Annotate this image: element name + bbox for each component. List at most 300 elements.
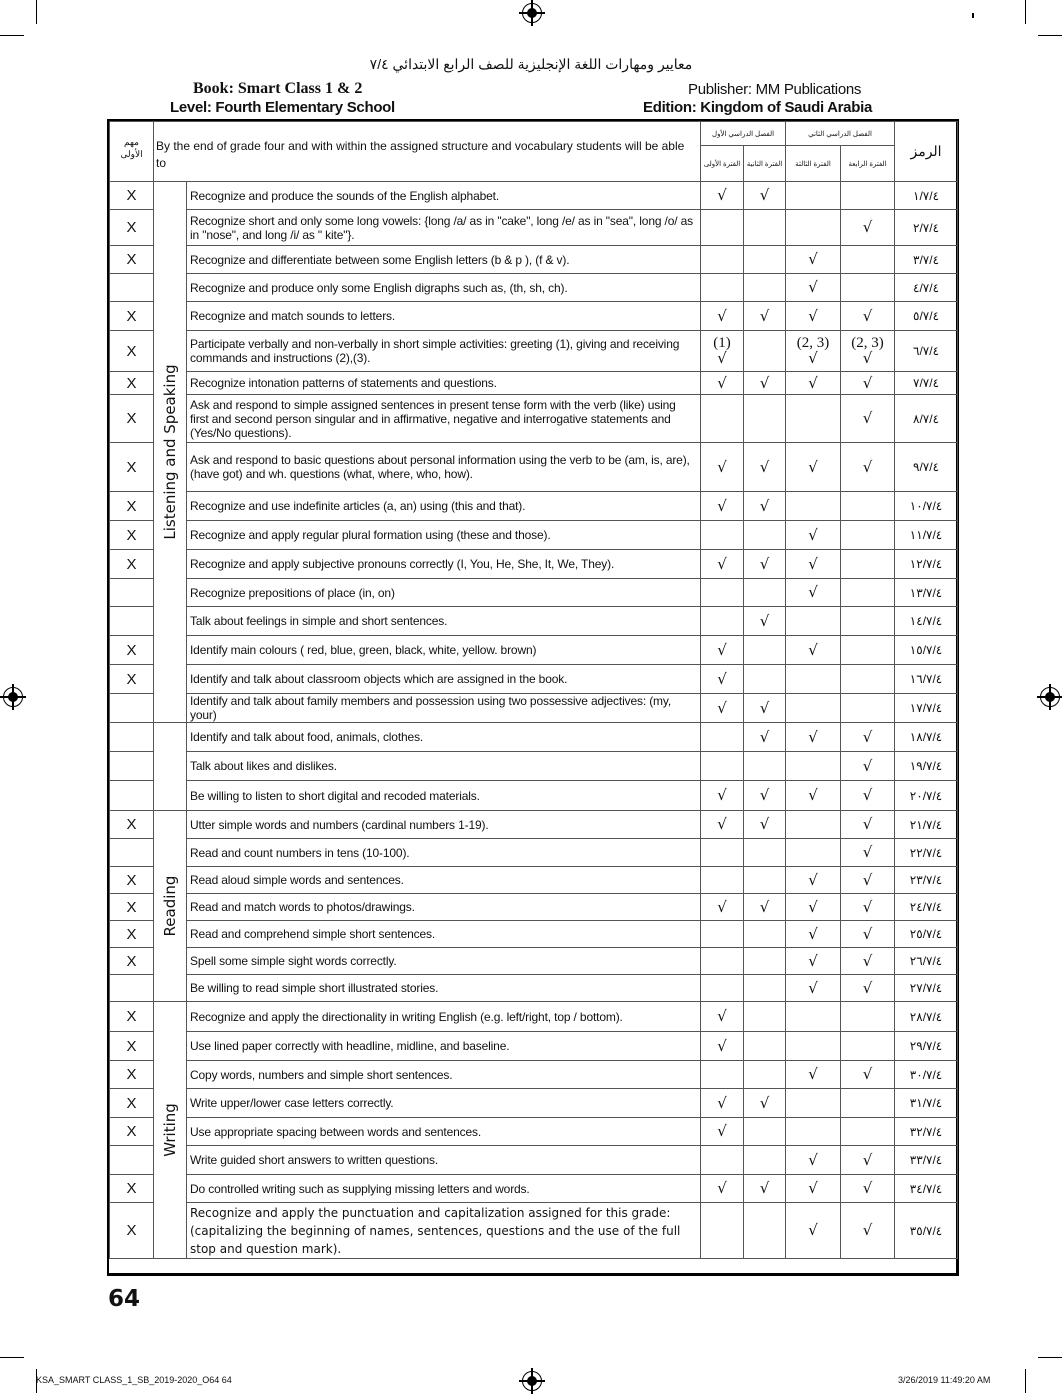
priority-mark [110, 723, 154, 752]
table-row [110, 274, 958, 302]
table-row [110, 579, 958, 607]
table-row [110, 723, 958, 752]
term2-check [744, 302, 786, 331]
objective-text: Use appropriate spacing between words and sentences. [187, 1118, 701, 1146]
term1-check [701, 550, 744, 579]
check-mark: √ [862, 457, 873, 476]
standards-table [109, 121, 958, 1259]
standard-code: ١٨/٧/٤ [895, 723, 958, 752]
term1-check [701, 694, 744, 723]
standard-code: ١٩/٧/٤ [895, 752, 958, 781]
term2-check [744, 867, 786, 894]
objective-text: Copy words, numbers and simple short sentences. [187, 1061, 701, 1089]
term4-check [841, 921, 895, 948]
objective-text: Utter simple words and numbers (cardinal numbers 1-19). [187, 811, 701, 839]
objective-text: Participate verbally and non-verbally in short simple activities: greeting (1), giving and receiving commands and instructions (2),(3). [187, 331, 701, 372]
term1-check [701, 1002, 744, 1032]
term2-check [744, 1146, 786, 1175]
table-row [110, 492, 958, 521]
crop-mark [1025, 0, 1026, 24]
standard-code: ١٠/٧/٤ [895, 492, 958, 521]
check-mark: √ [862, 870, 873, 889]
objective-text: Identify main colours ( red, blue, green, black, white, yellow. brown) [187, 636, 701, 665]
term3-check [786, 274, 841, 302]
standard-code: ٣/٧/٤ [895, 246, 958, 274]
term1-check [701, 752, 744, 781]
crop-mark [972, 13, 974, 18]
priority-mark: X [110, 492, 154, 521]
term1-check [701, 607, 744, 636]
check-mark: √ [862, 1150, 873, 1169]
check-mark: √ [862, 924, 873, 943]
priority-mark: X [110, 246, 154, 274]
objective-text: Identify and talk about family members and possession using two possessive adjectives: (my, your) [187, 694, 701, 723]
standard-code: ٣١/٧/٤ [895, 1089, 958, 1118]
term2-check [744, 395, 786, 443]
standard-code: ٦/٧/٤ [895, 331, 958, 372]
term3-check [786, 752, 841, 781]
term2-check [744, 694, 786, 723]
standard-code: ٤/٧/٤ [895, 274, 958, 302]
check-mark: √ [759, 373, 770, 392]
check-mark: √ [759, 611, 770, 630]
term1-check [701, 372, 744, 395]
term1-check [701, 302, 744, 331]
priority-mark: X [110, 182, 154, 210]
check-mark: √ [759, 496, 770, 515]
term4-check [841, 811, 895, 839]
table-row [110, 246, 958, 274]
term4-check [841, 894, 895, 921]
objective-text: Recognize short and only some long vowels: {long /a/ as in "cake", long /e/ as in "sea", long /o/ as in "nose", and long /i/ as " kite"}. [187, 210, 701, 246]
check-mark: √ [717, 496, 727, 515]
term4-check [841, 752, 895, 781]
term2-check [744, 665, 786, 694]
standard-code: ٢٦/٧/٤ [895, 948, 958, 975]
term4-check [841, 1175, 895, 1203]
term3-header: الفترة الثالثة [786, 146, 841, 182]
check-mark: √ [717, 786, 727, 804]
registration-mark-icon [522, 1371, 542, 1391]
check-mark: √ [862, 306, 873, 325]
term4-header: الفترة الرابعة [841, 146, 895, 182]
term2-check [744, 274, 786, 302]
term4-check [841, 694, 895, 723]
term-note: (2, 3) [796, 335, 830, 351]
priority-mark: X [110, 921, 154, 948]
table-row [110, 1118, 958, 1146]
term2-check [744, 975, 786, 1002]
term4-check [841, 331, 895, 372]
term4-check [841, 636, 895, 665]
table-row [110, 1175, 958, 1203]
term1-check [701, 1146, 744, 1175]
term3-check [786, 1175, 841, 1203]
table-row [110, 1061, 958, 1089]
skill-label: Writing [161, 1103, 179, 1157]
objective-text: Be willing to listen to short digital and recoded materials. [187, 781, 701, 811]
publisher-label: Publisher: MM Publications [688, 81, 862, 98]
standard-code: ٩/٧/٤ [895, 443, 958, 492]
term2-check [744, 1089, 786, 1118]
table-row [110, 948, 958, 975]
term4-check [841, 1118, 895, 1146]
standard-code: ١٥/٧/٤ [895, 636, 958, 665]
table-row [110, 694, 958, 723]
term2-check [744, 182, 786, 210]
term2-check [744, 579, 786, 607]
table-row [110, 1146, 958, 1175]
objective-text: Talk about feelings in simple and short sentences. [187, 607, 701, 636]
check-mark: √ [808, 1221, 818, 1239]
priority-mark: X [110, 1118, 154, 1146]
term3-check [786, 781, 841, 811]
term2-check [744, 723, 786, 752]
term1-check [701, 636, 744, 665]
priority-header-line1: مهم [124, 137, 139, 147]
priority-mark: X [110, 1032, 154, 1061]
term2-check [744, 1032, 786, 1061]
standard-code: ١٤/٧/٤ [895, 607, 958, 636]
term2-check [744, 210, 786, 246]
check-mark: √ [717, 306, 727, 325]
check-mark: √ [808, 554, 818, 573]
standard-code: ٢٢/٧/٤ [895, 839, 958, 867]
term2-check [744, 607, 786, 636]
term1-check [701, 975, 744, 1002]
term3-check [786, 246, 841, 274]
priority-mark [110, 274, 154, 302]
standard-code: ٣٥/٧/٤ [895, 1203, 958, 1259]
check-mark: √ [862, 815, 873, 833]
standard-code: ٧/٧/٤ [895, 372, 958, 395]
check-mark: √ [717, 554, 727, 573]
priority-mark: X [110, 1089, 154, 1118]
priority-mark: X [110, 210, 154, 246]
term4-check [841, 210, 895, 246]
term1-header: الفترة الأولى [701, 146, 744, 182]
term1-check [701, 395, 744, 443]
standard-code: ١١/٧/٤ [895, 521, 958, 550]
table-row [110, 331, 958, 372]
table-body [110, 182, 958, 1259]
check-mark: √ [717, 1093, 727, 1112]
registration-mark-icon [522, 3, 542, 23]
table-row [110, 811, 958, 839]
standard-code: ٢٧/٧/٤ [895, 975, 958, 1002]
term4-check [841, 1002, 895, 1032]
check-mark: √ [759, 786, 770, 804]
term4-check [841, 948, 895, 975]
term3-check [786, 921, 841, 948]
term4-check [841, 975, 895, 1002]
check-mark: √ [808, 1065, 818, 1083]
footer-date: 3/26/2019 11:49:20 AM [898, 1375, 991, 1385]
crop-mark [1025, 1369, 1026, 1393]
check-mark: √ [759, 1179, 770, 1197]
priority-mark [110, 579, 154, 607]
term2-check [744, 921, 786, 948]
standard-code: ٥/٧/٤ [895, 302, 958, 331]
term2-check [744, 1203, 786, 1259]
priority-mark: X [110, 1061, 154, 1089]
term1-check [701, 1175, 744, 1203]
term-note: (1) [713, 335, 731, 351]
check-mark: √ [862, 349, 873, 367]
objective-text: Read and count numbers in tens (10-100). [187, 839, 701, 867]
term1-check [701, 781, 744, 811]
term4-check [841, 1089, 895, 1118]
check-mark: √ [808, 870, 818, 889]
term4-check [841, 550, 895, 579]
check-mark: √ [808, 978, 818, 997]
term1-check [701, 1118, 744, 1146]
table-row [110, 752, 958, 781]
table-row [110, 1032, 958, 1061]
term2-check [744, 521, 786, 550]
check-mark: √ [862, 978, 873, 997]
term1-check [701, 665, 744, 694]
check-mark: √ [808, 583, 818, 601]
term2-check [744, 752, 786, 781]
standard-code: ٣٣/٧/٤ [895, 1146, 958, 1175]
check-mark: √ [862, 897, 873, 916]
objective-text: Recognize and produce the sounds of the English alphabet. [187, 182, 701, 210]
priority-mark: X [110, 894, 154, 921]
term4-check [841, 1032, 895, 1061]
objective-text: Recognize and apply the directionality in writing English (e.g. left/right, top / bottom). [187, 1002, 701, 1032]
term4-check [841, 395, 895, 443]
check-mark: √ [717, 815, 727, 833]
priority-mark [110, 607, 154, 636]
book-label: Book: Smart Class 1 & 2 [193, 80, 363, 97]
check-mark: √ [759, 457, 770, 476]
term3-check [786, 579, 841, 607]
term3-check [786, 867, 841, 894]
table-row [110, 1089, 958, 1118]
check-mark: √ [717, 457, 727, 476]
term4-check [841, 579, 895, 607]
term3-check [786, 443, 841, 492]
check-mark: √ [759, 186, 770, 204]
term3-check [786, 372, 841, 395]
check-mark: √ [717, 1036, 727, 1055]
check-mark: √ [808, 525, 818, 544]
check-mark: √ [808, 727, 818, 746]
term3-check [786, 182, 841, 210]
term2-check [744, 811, 786, 839]
term3-check [786, 839, 841, 867]
check-mark: √ [808, 924, 818, 943]
priority-mark: X [110, 372, 154, 395]
term2-check [744, 781, 786, 811]
check-mark: √ [808, 373, 818, 392]
check-mark: √ [808, 951, 818, 970]
table-row [110, 302, 958, 331]
table-row [110, 839, 958, 867]
check-mark: √ [717, 640, 727, 659]
term4-check [841, 302, 895, 331]
term4-check [841, 443, 895, 492]
term1-check [701, 1089, 744, 1118]
standard-code: ٢٩/٧/٤ [895, 1032, 958, 1061]
objective-text: Recognize and use indefinite articles (a, an) using (this and that). [187, 492, 701, 521]
priority-mark [110, 1146, 154, 1175]
term2-check [744, 1118, 786, 1146]
term1-check [701, 948, 744, 975]
term4-check [841, 521, 895, 550]
term1-check [701, 921, 744, 948]
objective-text: Recognize and produce only some English digraphs such as, (th, sh, ch). [187, 274, 701, 302]
term3-check [786, 1032, 841, 1061]
priority-mark: X [110, 550, 154, 579]
term3-check [786, 723, 841, 752]
term2-header: الفترة الثانية [744, 146, 786, 182]
registration-mark-icon [3, 687, 23, 707]
objective-text: Recognize and apply subjective pronouns correctly (I, You, He, She, It, We, They). [187, 550, 701, 579]
term3-check [786, 948, 841, 975]
table-row [110, 894, 958, 921]
priority-mark: X [110, 443, 154, 492]
term2-check [744, 492, 786, 521]
check-mark: √ [862, 843, 873, 861]
term1-check [701, 331, 744, 372]
term4-check [841, 274, 895, 302]
term3-check [786, 1002, 841, 1032]
table-row [110, 975, 958, 1002]
table-row [110, 395, 958, 443]
term1-check [701, 1061, 744, 1089]
term2-check [744, 894, 786, 921]
skill-label: Reading [161, 875, 179, 937]
table-row [110, 665, 958, 694]
term1-check [701, 182, 744, 210]
check-mark: √ [808, 640, 818, 659]
table-header-row [110, 122, 958, 146]
term1-check [701, 1203, 744, 1259]
term3-check [786, 636, 841, 665]
objective-text: Read aloud simple words and sentences. [187, 867, 701, 894]
priority-header [110, 122, 154, 182]
skill-label: Listening and Speaking [161, 364, 179, 540]
table-row [110, 182, 958, 210]
term2-check [744, 372, 786, 395]
term1-check [701, 521, 744, 550]
check-mark: √ [862, 951, 873, 970]
term3-check [786, 210, 841, 246]
arabic-title: معايير ومهارات اللغة الإنجليزية للصف الرابع الابتدائي ٧/٤ [369, 56, 693, 72]
term3-check [786, 331, 841, 372]
standard-code: ١٦/٧/٤ [895, 665, 958, 694]
check-mark: √ [808, 306, 818, 325]
term3-check [786, 975, 841, 1002]
objective-text: Use lined paper correctly with headline, midline, and baseline. [187, 1032, 701, 1061]
crop-mark [1038, 1357, 1062, 1358]
standard-code: ٢٠/٧/٤ [895, 781, 958, 811]
term1-check [701, 246, 744, 274]
priority-mark: X [110, 395, 154, 443]
table-row [110, 443, 958, 492]
standard-code: ٢٥/٧/٤ [895, 921, 958, 948]
table-row [110, 372, 958, 395]
standard-code: ٣٤/٧/٤ [895, 1175, 958, 1203]
standard-code: ٢/٧/٤ [895, 210, 958, 246]
term4-check [841, 723, 895, 752]
term4-check [841, 665, 895, 694]
priority-mark [110, 975, 154, 1002]
check-mark: √ [759, 1093, 770, 1112]
check-mark: √ [862, 218, 873, 236]
term2-check [744, 550, 786, 579]
term3-check [786, 550, 841, 579]
skill-cell [154, 723, 187, 811]
check-mark: √ [759, 815, 770, 833]
objective-text: Identify and talk about classroom objects which are assigned in the book. [187, 665, 701, 694]
term3-check [786, 665, 841, 694]
term1-check [701, 579, 744, 607]
priority-mark [110, 694, 154, 723]
standard-code: ١٢/٧/٤ [895, 550, 958, 579]
table-row [110, 781, 958, 811]
crop-mark [0, 35, 24, 36]
term2-check [744, 246, 786, 274]
objective-text: Write upper/lower case letters correctly. [187, 1089, 701, 1118]
standard-code: ٣٠/٧/٤ [895, 1061, 958, 1089]
term2-check [744, 1175, 786, 1203]
term3-check [786, 1089, 841, 1118]
term1-check [701, 210, 744, 246]
term3-check [786, 694, 841, 723]
check-mark: √ [862, 786, 873, 804]
term3-check [786, 302, 841, 331]
table-row [110, 921, 958, 948]
check-mark: √ [862, 1221, 873, 1239]
priority-mark [110, 781, 154, 811]
standard-code: ١٧/٧/٤ [895, 694, 958, 723]
objective-text: Do controlled writing such as supplying missing letters and words. [187, 1175, 701, 1203]
check-mark: √ [808, 786, 818, 804]
term4-check [841, 607, 895, 636]
check-mark: √ [717, 1007, 727, 1025]
priority-mark: X [110, 331, 154, 372]
check-mark: √ [717, 1179, 727, 1197]
priority-header-line2: الأولى [120, 149, 143, 159]
table-row [110, 1203, 958, 1259]
check-mark: √ [759, 306, 770, 325]
check-mark: √ [717, 1122, 727, 1140]
term2-check [744, 636, 786, 665]
term3-check [786, 1061, 841, 1089]
crop-mark [0, 1357, 24, 1358]
check-mark: √ [862, 1179, 873, 1197]
check-mark: √ [862, 727, 873, 746]
term4-check [841, 1146, 895, 1175]
check-mark: √ [717, 897, 727, 916]
standard-code: ٢٣/٧/٤ [895, 867, 958, 894]
intro-text: By the end of grade four and with within the assigned structure and vocabulary students will be able to [156, 139, 685, 170]
check-mark: √ [808, 278, 818, 296]
table-row [110, 550, 958, 579]
priority-mark: X [110, 867, 154, 894]
term4-check [841, 1203, 895, 1259]
priority-mark: X [110, 1203, 154, 1259]
check-mark: √ [759, 698, 770, 717]
term4-check [841, 372, 895, 395]
check-mark: √ [808, 349, 818, 367]
priority-mark: X [110, 665, 154, 694]
priority-mark: X [110, 302, 154, 331]
check-mark: √ [717, 669, 727, 688]
